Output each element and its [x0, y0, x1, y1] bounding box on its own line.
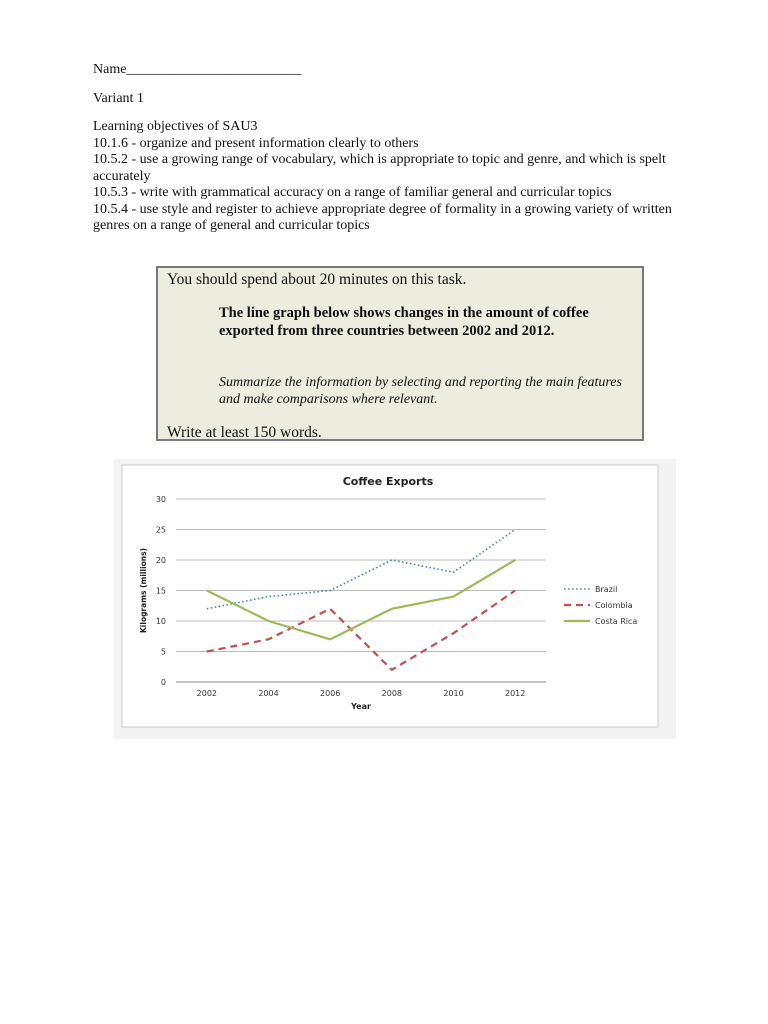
- legend-label: Brazil: [595, 585, 618, 594]
- variant-label: Variant 1: [93, 90, 144, 106]
- task-time-line: You should spend about 20 minutes on this task.: [167, 271, 467, 288]
- objectives-heading: Learning objectives of SAU3: [93, 119, 258, 134]
- objective-item: 10.5.4 - use style and register to achieve appropriate degree of formality in a growing variety of written genres on a range of general and curricular topics: [93, 201, 672, 233]
- x-tick-label: 2010: [443, 689, 464, 698]
- objective-item: 10.1.6 - organize and present information clearly to others: [93, 135, 419, 151]
- x-axis-title: Year: [351, 702, 371, 711]
- objective-item: 10.5.2 - use a growing range of vocabulary, which is appropriate to topic and genre, and which is spelt accurately: [93, 152, 666, 184]
- legend-label: Costa Rica: [595, 617, 638, 626]
- y-tick-label: 20: [155, 556, 166, 565]
- document-header: [93, 62, 683, 235]
- y-axis-title: Kilograms (millions): [139, 547, 148, 634]
- y-tick-label: 5: [160, 647, 166, 657]
- name-field-line: Name_________________________: [93, 62, 302, 77]
- x-tick-label: 2002: [196, 689, 218, 698]
- y-tick-label: 25: [155, 525, 166, 535]
- coffee-exports-chart: [114, 459, 676, 739]
- x-tick-label: 2008: [381, 689, 403, 698]
- x-tick-label: 2006: [319, 689, 341, 698]
- legend-label: Colombia: [595, 601, 633, 610]
- task-instructions-box: [156, 266, 644, 441]
- objective-item: 10.5.3 - write with grammatical accuracy on a range of familiar general and curricular topics: [93, 185, 612, 200]
- chart-frame: [122, 465, 658, 727]
- y-tick-label: 0: [160, 678, 166, 687]
- y-tick-label: 30: [155, 495, 166, 504]
- task-prompt: The line graph below shows changes in the amount of coffee exported from three countries between 2002 and 2012.: [219, 305, 589, 339]
- y-tick-label: 15: [155, 586, 166, 596]
- chart-title: Coffee Exports: [342, 475, 434, 488]
- x-tick-label: 2004: [258, 689, 279, 698]
- task-instruction: Summarize the information by selecting and reporting the main features and make comparisons where relevant.: [219, 375, 622, 407]
- x-tick-label: 2012: [504, 689, 526, 698]
- task-word-count: Write at least 150 words.: [167, 424, 322, 441]
- y-tick-label: 10: [155, 617, 166, 626]
- chart-svg: [114, 459, 676, 739]
